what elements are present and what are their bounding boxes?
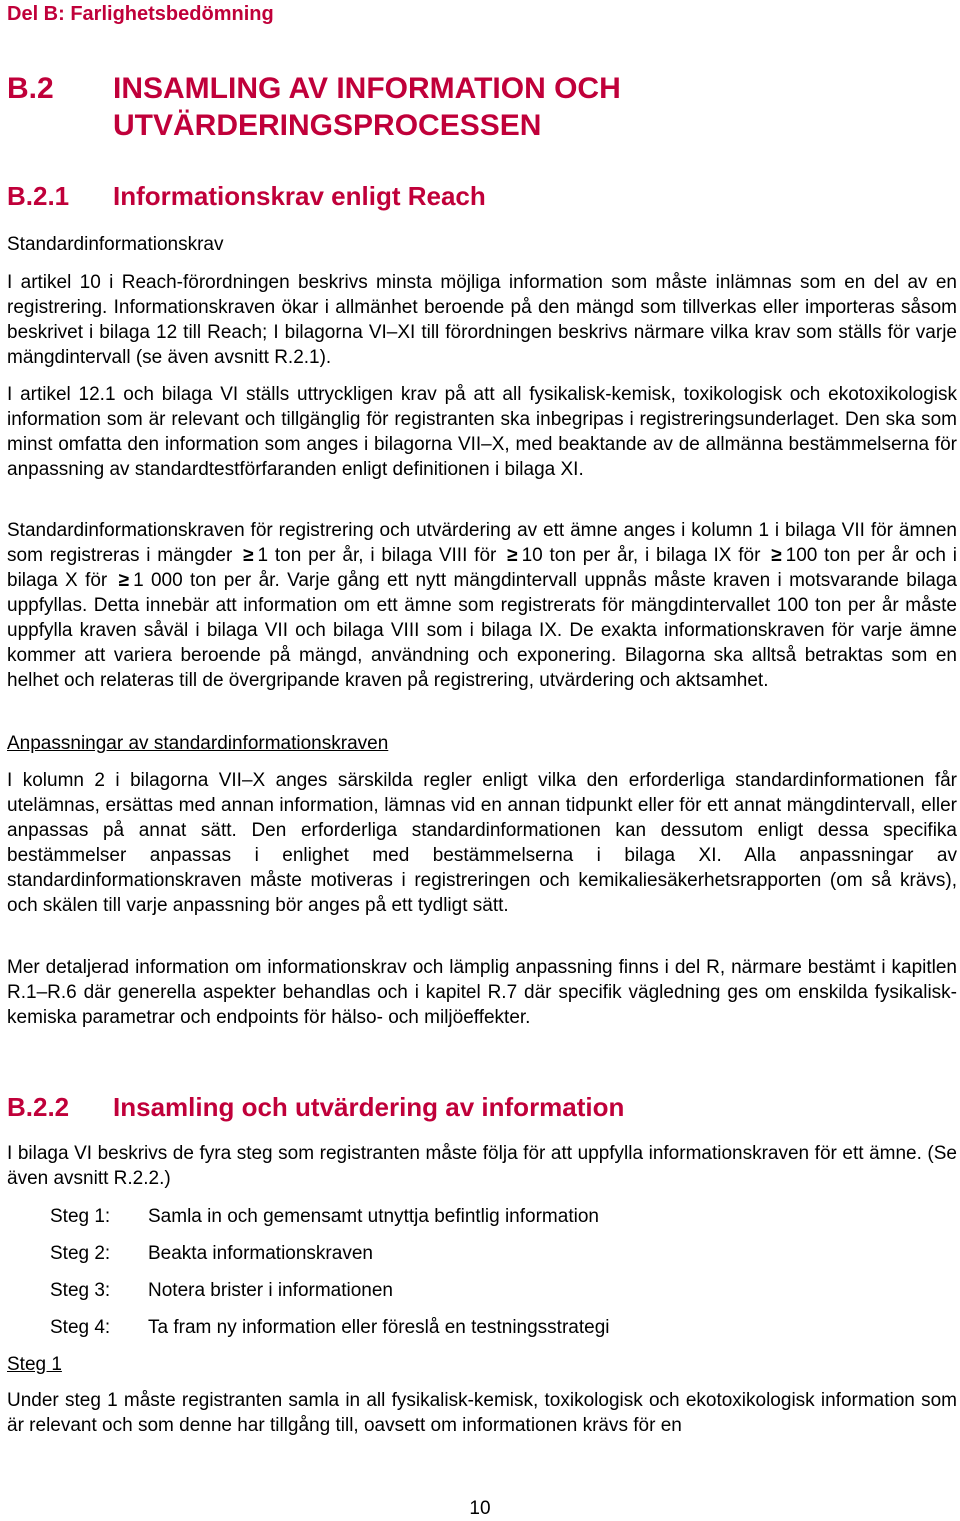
- paragraph-adaptations: I kolumn 2 i bilagorna VII–X anges särskilda regler enligt vilka den erforderliga standardinformationen får utelämnas, ersättas med annan information, lämnas vid en annan tidpunkt eller för ett annat mängdintervall, eller anpassas på annat sätt. Den erforderliga standardinformationen kan dessutom enligt dessa specifika bestämmelser anpassas i enlighet med bestämmelserna i bilaga XI. Alla anpassningar av standardinformationskraven måste motiveras i registreringen och kemikaliesäkerhetsrapporten (om så krävs), och skälen till varje anpassning bör anges på ett tydligt sätt.: [7, 770, 957, 916]
- ge-symbol: ≥: [771, 545, 782, 566]
- page-number: 10: [469, 1498, 491, 1519]
- subsection-number: B.2.1: [7, 181, 70, 211]
- step-label: Steg 3:: [50, 1280, 111, 1301]
- ge-symbol: ≥: [507, 545, 518, 566]
- paragraph-article-10: I artikel 10 i Reach-förordningen beskrivs minsta möjliga information som måste inlämnas som en del av en registrering. Informationskraven ökar i allmänhet beroende på den mängd som tillverkas eller importeras såsom beskrivet i bilaga 12 till Reach; I bilagorna VI–XI till förordningen beskrivs närmare vilka krav som ställs för varje mängdintervall (se även avsnitt R.2.1).: [7, 272, 957, 368]
- paragraph-annex-vi-steps: I bilaga VI beskrivs de fyra steg som registranten måste följa för att uppfylla informationskraven för ett ämne. (Se även avsnitt R.2.2.): [7, 1143, 957, 1189]
- heading-standard-requirements: Standardinformationskrav: [7, 234, 224, 255]
- step-text: Notera brister i informationen: [148, 1280, 393, 1301]
- paragraph-step-1: Under steg 1 måste registranten samla in all fysikalisk-kemisk, toxikologisk och ekotoxikologisk information som är relevant och som denne har tillgång till, oavsett om informationen krävs för en: [7, 1390, 957, 1436]
- subsection-number: B.2.2: [7, 1092, 70, 1122]
- subsection-title: Insamling och utvärdering av information: [113, 1092, 625, 1122]
- paragraph-article-12: I artikel 12.1 och bilaga VI ställs uttryckligen krav på att all fysikalisk-kemisk, toxikologisk och ekotoxikologisk information som är relevant och tillgänglig för registranten ska inbegripas i registreringsunderlaget. Den ska som minst omfatta den information som anges i bilagorna VII–X, med beaktande av de allmänna bestämmelserna för anpassning av standardtestförfaranden enligt definitionen i bilaga XI.: [7, 384, 957, 480]
- step-item-3: [50, 1278, 393, 1303]
- step-text: Ta fram ny information eller föreslå en testningsstrategi: [148, 1317, 610, 1338]
- ge-symbol: ≥: [118, 570, 130, 591]
- step-item-1: [50, 1204, 599, 1229]
- heading-step-1: Steg 1: [7, 1354, 62, 1375]
- running-header: Del B: Farlighetsbedömning: [7, 3, 274, 25]
- step-item-2: [50, 1241, 373, 1266]
- step-text: Samla in och gemensamt utnyttja befintlig information: [148, 1206, 599, 1227]
- step-label: Steg 4:: [50, 1317, 111, 1338]
- section-title: INSAMLING AV INFORMATION OCH UTVÄRDERINGSPROCESSEN: [113, 72, 621, 142]
- step-label: Steg 1:: [50, 1206, 111, 1227]
- step-text: Beakta informationskraven: [148, 1243, 373, 1264]
- section-number: B.2: [7, 72, 54, 105]
- heading-adaptations: Anpassningar av standardinformationskraven: [7, 733, 389, 754]
- paragraph-standard-requirements: Standardinformationskraven för registrering och utvärdering av ett ämne anges i kolumn 1 i bilaga VII för ämnen som registreras i mängder ≥ 1 ton per år, i bilaga VIII för ≥ 10 ton per år, i bilaga IX för ≥ 100 ton per år och i bilaga X för ≥ 1 000 ton per år. Varje gång ett nytt mängdintervall uppnås måste kraven i motsvarande bilaga uppfyllas. Detta innebär att information om ett ämne som registrerats för mängdintervallet 100 ton per år måste uppfylla kraven såväl i bilaga VII och bilaga VIII som i bilaga IX. De exakta informationskraven för varje ämne kommer att variera beroende på mängd, användning och exponering. Bilagorna ska alltså betraktas som en helhet och relateras till de övergripande kraven på registrering, utvärdering och aktsamhet.: [7, 520, 958, 691]
- step-item-4: [50, 1315, 610, 1340]
- subsection-title: Informationskrav enligt Reach: [113, 181, 486, 211]
- ge-symbol: ≥: [243, 545, 254, 566]
- step-label: Steg 2:: [50, 1243, 111, 1264]
- paragraph-more-guidance: Mer detaljerad information om informationskrav och lämplig anpassning finns i del R, närmare bestämt i kapitlen R.1–R.6 där generella aspekter behandlas och i kapitel R.7 där specifik vägledning ges om enskilda fysikalisk-kemiska parametrar och endpoints för hälso- och miljöeffekter.: [7, 957, 957, 1028]
